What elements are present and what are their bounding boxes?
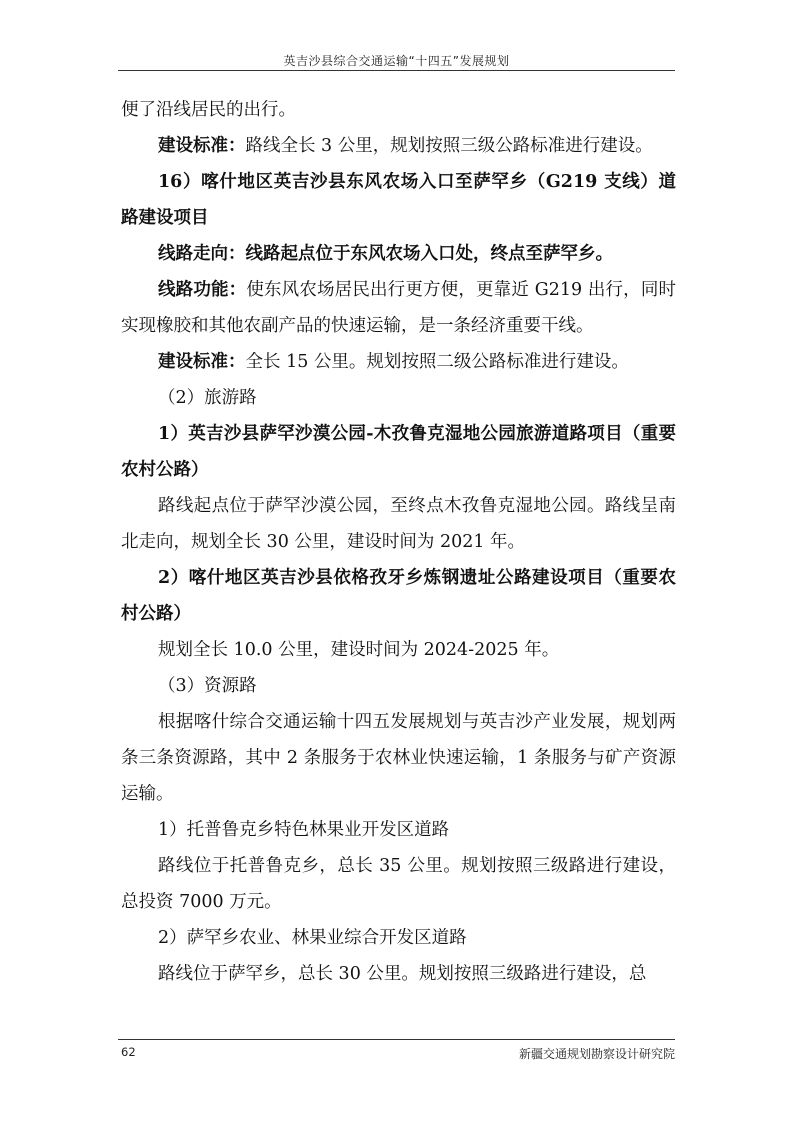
paragraph: 路线位于托普鲁克乡，总长 35 公里。规划按照三级路进行建设，总投资 7000 万元。	[121, 856, 676, 912]
paragraph	[121, 344, 676, 380]
paragraph-rest: 使东风农场居民出行更方便，更靠近 G219 出行，同时实现橡胶和其他农副产品的快速运输，是一条经济重要干线。	[121, 280, 677, 336]
paragraph: 路线起点位于萨罕沙漠公园，至终点木孜鲁克湿地公园。路线呈南北走向，规划全长 30 公里，建设时间为 2021 年。	[121, 496, 676, 552]
running-header: 英吉沙县综合交通运输“十四五”发展规划	[283, 54, 510, 68]
paragraph: 根据喀什综合交通运输十四五发展规划与英吉沙产业发展，规划两条三条资源路，其中 2 条服务于农林业快速运输，1 条服务与矿产资源运输。	[121, 712, 676, 804]
paragraph-rest: 路线全长 3 公里，规划按照三级公路标准进行建设。	[245, 136, 653, 156]
footer-organization: 新疆交通规划勘察设计研究院	[518, 1047, 675, 1061]
paragraph: 路线位于萨罕乡，总长 30 公里。规划按照三级路进行建设，总	[158, 964, 647, 984]
paragraph-lead: 建设标准：	[158, 352, 246, 372]
paragraph: 便了沿线居民的出行。	[121, 100, 296, 120]
paragraph: 规划全长 10.0 公里，建设时间为 2024-2025 年。	[158, 640, 560, 660]
body-text	[121, 92, 676, 992]
list-item-heading: 2）萨罕乡农业、林果业综合开发区道路	[158, 928, 467, 948]
paragraph: 线路走向：线路起点位于东风农场入口处，终点至萨罕乡。	[158, 244, 613, 264]
section-heading: 2）喀什地区英吉沙县依格孜牙乡炼钢遗址公路建设项目（重要农村公路）	[121, 568, 676, 624]
section-heading: 1）英吉沙县萨罕沙漠公园-木孜鲁克湿地公园旅游道路项目（重要农村公路）	[121, 424, 676, 480]
section-heading: 16）喀什地区英吉沙县东风农场入口至萨罕乡（G219 支线）道路建设项目	[121, 172, 676, 228]
paragraph	[121, 272, 676, 344]
list-item-heading: 1）托普鲁克乡特色林果业开发区道路	[158, 820, 450, 840]
paragraph	[121, 128, 676, 164]
paragraph-lead: 建设标准：	[158, 136, 246, 156]
paragraph-rest: 全长 15 公里。规划按照二级公路标准进行建设。	[245, 352, 629, 372]
footer-rule	[118, 1039, 675, 1040]
paragraph-lead: 线路功能：	[158, 280, 247, 300]
page-number: 62	[121, 1045, 136, 1059]
subsection-heading: （2）旅游路	[158, 388, 257, 408]
header-rule	[118, 70, 675, 71]
subsection-heading: （3）资源路	[158, 676, 257, 696]
